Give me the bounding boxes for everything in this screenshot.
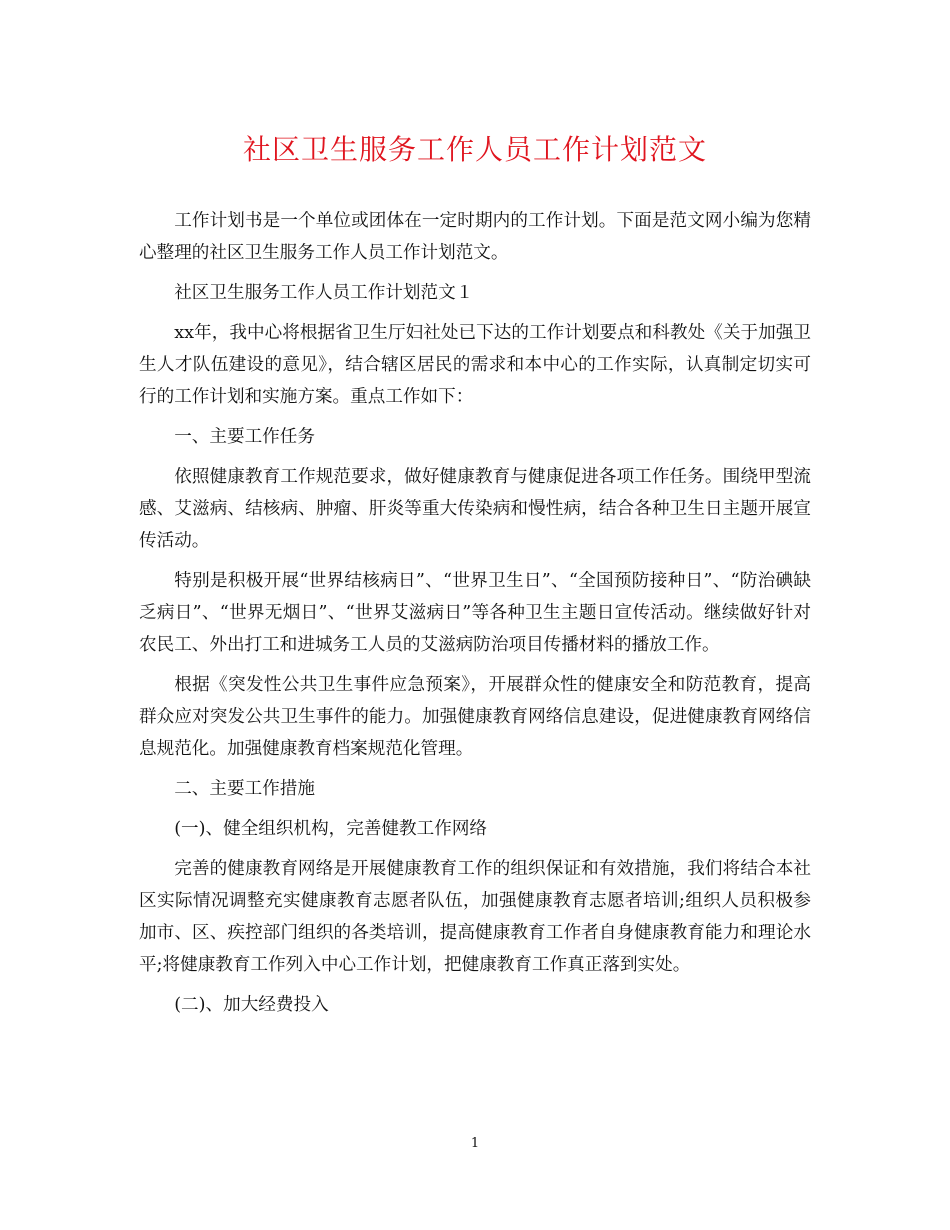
subheading-organization: (一)、健全组织机构，完善健教工作网络 — [174, 819, 488, 839]
overview-paragraph: xx年，我中心将根据省卫生厅妇社处已下达的工作计划要点和科教处《关于加强卫生人才队伍建设的意见》，结合辖区居民的需求和本中心的工作实际，认真制定切实可行的工作计划和实施方案。重点工作如下： — [139, 323, 811, 407]
intro-paragraph: 工作计划书是一个单位或团体在一定时期内的工作计划。下面是范文网小编为您精心整理的社区卫生服务工作人员工作计划范文。 — [139, 211, 811, 263]
heading-main-tasks: 一、主要工作任务 — [174, 427, 315, 447]
document-body — [139, 205, 811, 1029]
measures-paragraph-1: 完善的健康教育网络是开展健康教育工作的组织保证和有效措施，我们将结合本社区实际情况调整充实健康教育志愿者队伍，加强健康教育志愿者培训;组织人员积极参加市、区、疾控部门组织的各类培训，提高健康教育工作者自身健康教育能力和理论水平;将健康教育工作列入中心工作计划，把健康教育工作真正落到实处。 — [139, 859, 811, 975]
section-heading-plan-1: 社区卫生服务工作人员工作计划范文１ — [174, 283, 474, 303]
document-title: 社区卫生服务工作人员工作计划范文 — [242, 133, 707, 166]
page-number: 1 — [470, 1136, 480, 1151]
subheading-funding: (二)、加大经费投入 — [174, 995, 329, 1015]
tasks-paragraph-1: 依照健康教育工作规范要求，做好健康教育与健康促进各项工作任务。围绕甲型流感、艾滋病、结核病、肿瘤、肝炎等重大传染病和慢性病，结合各种卫生日主题开展宣传活动。 — [139, 467, 811, 551]
tasks-paragraph-3: 根据《突发性公共卫生事件应急预案》，开展群众性的健康安全和防范教育，提高群众应对突发公共卫生事件的能力。加强健康教育网络信息建设，促进健康教育网络信息规范化。加强健康教育档案规范化管理。 — [139, 675, 811, 759]
tasks-paragraph-2: 特别是积极开展“世界结核病日”、“世界卫生日”、“全国预防接种日”、“防治碘缺乏病日”、“世界无烟日”、“世界艾滋病日”等各种卫生主题日宣传活动。继续做好针对农民工、外出打工和进城务工人员的艾滋病防治项目传播材料的播放工作。 — [139, 571, 811, 655]
heading-main-measures: 二、主要工作措施 — [174, 779, 315, 799]
